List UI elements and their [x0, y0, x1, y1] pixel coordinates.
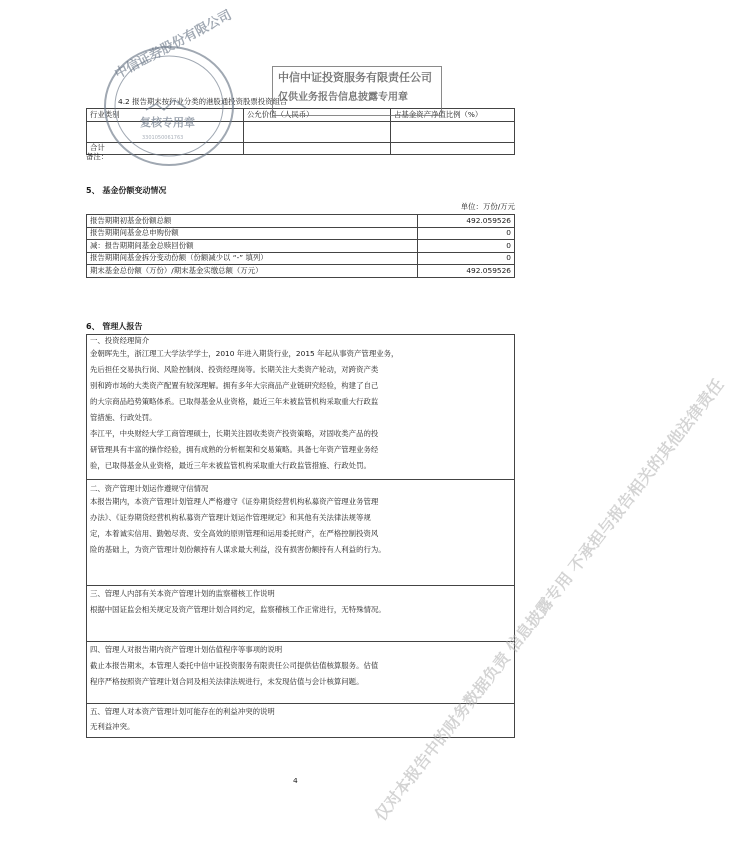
watermark: 仅对本报告中的财务数据负责 信息披露专用 不承担与报告相关的其他法律责任 — [370, 375, 728, 825]
header-cell-fair-value: 公允价值（人民币） — [244, 109, 391, 122]
round-seal-subtitle: 复核专用章 — [140, 116, 195, 129]
round-seal-number: 3301050061763 — [142, 135, 184, 141]
rect-stamp-line1: 中信中证投资服务有限责任公司 — [278, 71, 432, 84]
row-label: 报告期期间基金总申购份额 — [87, 227, 418, 240]
table-row — [87, 227, 515, 240]
fund-share-table — [86, 214, 515, 278]
header-cell-ratio: 占基金资产净值比例（%） — [391, 109, 515, 122]
row-label: 期末基金总份额（万份）/期末基金实缴总额（万元） — [87, 265, 418, 278]
table-row — [87, 252, 515, 265]
block4-heading: 四、管理人对报告期内资产管理计划估值程序等事项的说明 — [90, 645, 283, 654]
block2-body — [90, 497, 386, 561]
block1-heading: 一、投资经理简介 — [90, 336, 150, 345]
unit-label: 单位：万份/万元 — [460, 202, 515, 211]
section5-title: 5、 基金份额变动情况 — [86, 186, 167, 195]
table-cell — [391, 121, 515, 142]
total-label: 合计 — [87, 142, 244, 155]
divider — [87, 479, 514, 480]
paragraph-line: 李江平，中央财经大学工商管理硕士，长期关注固收类资产投资策略，对固收类产品的投 — [90, 429, 379, 438]
header-cell-industry: 行业类别 — [87, 109, 244, 122]
row-value: 0 — [418, 252, 515, 265]
table-row — [87, 265, 515, 278]
row-value: 492.059526 — [418, 215, 515, 228]
rect-stamp-line2: 仅供业务报告信息披露专用章 — [278, 91, 408, 103]
block4-body — [90, 661, 378, 693]
row-value: 0 — [418, 227, 515, 240]
block3-body: 根据中国证监会相关规定及资产管理计划合同约定，监察稽核工作正常进行，无特殊情况。 — [90, 605, 386, 614]
paragraph-line: 办法》、《证券期货经营机构私募资产管理计划运作管理规定》和其他有关法律法规等规 — [90, 513, 371, 522]
paragraph-line: 定，本着诚实信用、勤勉尽责、安全高效的原则管理和运用委托财产，在严格控制投资风 — [90, 529, 379, 538]
row-label: 报告期期间基金拆分变动份额（份额减少以 “-” 填列） — [87, 252, 418, 265]
paragraph-line: 金朝晖先生，浙江理工大学法学学士，2010 年进入期货行业，2015 年起从事资产管理业务， — [90, 349, 399, 358]
divider — [87, 641, 514, 642]
rect-stamp — [272, 66, 442, 116]
manager-report-box — [86, 334, 515, 738]
round-seal-title: 中信证券股份有限公司 — [112, 7, 235, 83]
table-row — [87, 215, 515, 228]
row-label: 减：报告期期间基金总赎回份额 — [87, 240, 418, 253]
paragraph-line: 先后担任交易执行岗、风险控制岗、投资经理岗等。长期关注大类资产轮动，对跨资产类 — [90, 365, 379, 374]
note-label: 备注： — [86, 152, 109, 161]
table-cell — [244, 121, 391, 142]
block1-body — [90, 349, 398, 477]
paragraph-line: 验，已取得基金从业资格，最近三年未被监管机构采取重大行政监管措施、行政处罚。 — [90, 461, 371, 470]
paragraph-line: 险的基础上，为资产管理计划份额持有人谋求最大利益，没有损害份额持有人利益的行为。 — [90, 545, 386, 554]
paragraph-line: 本报告期内，本资产管理计划管理人严格遵守《证券期货经营机构私募资产管理业务管理 — [90, 497, 379, 506]
table-row — [87, 240, 515, 253]
block5-body: 无利益冲突。 — [90, 722, 135, 731]
row-value: 0 — [418, 240, 515, 253]
block5-heading: 五、管理人对本资产管理计划可能存在的利益冲突的说明 — [90, 707, 275, 716]
paragraph-line: 程序严格按照资产管理计划合同及相关法律法规进行，未发现估值与会计核算问题。 — [90, 677, 364, 686]
page-number: 4 — [293, 776, 298, 785]
divider — [87, 703, 514, 704]
paragraph-line: 截止本报告期末，本管理人委托中信中证投资服务有限责任公司提供估值核算服务。估值 — [90, 661, 379, 670]
paragraph-line: 管措施、行政处罚。 — [90, 413, 157, 422]
block2-heading: 二、资产管理计划运作遵规守信情况 — [90, 484, 209, 493]
section6-title: 6、 管理人报告 — [86, 322, 143, 331]
divider — [87, 585, 514, 586]
paragraph-line: 研管理具有丰富的操作经验，拥有成熟的分析框架和交易策略。具备七年资产管理业务经 — [90, 445, 379, 454]
table-cell — [244, 142, 391, 155]
block3-heading: 三、管理人内部有关本资产管理计划的监察稽核工作说明 — [90, 589, 275, 598]
paragraph-line: 别和跨市场的大类资产配置有较深理解。拥有多年大宗商品产业链研究经验，构建了自己 — [90, 381, 379, 390]
table-cell — [391, 142, 515, 155]
row-label: 报告期期初基金份额总额 — [87, 215, 418, 228]
row-value: 492.059526 — [418, 265, 515, 278]
table-caption: 4.2 报告期末按行业分类的港股通投资股票投资组合 — [118, 97, 288, 106]
paragraph-line: 的大宗商品趋势策略体系。已取得基金从业资格，最近三年未被监管机构采取重大行政监 — [90, 397, 379, 406]
